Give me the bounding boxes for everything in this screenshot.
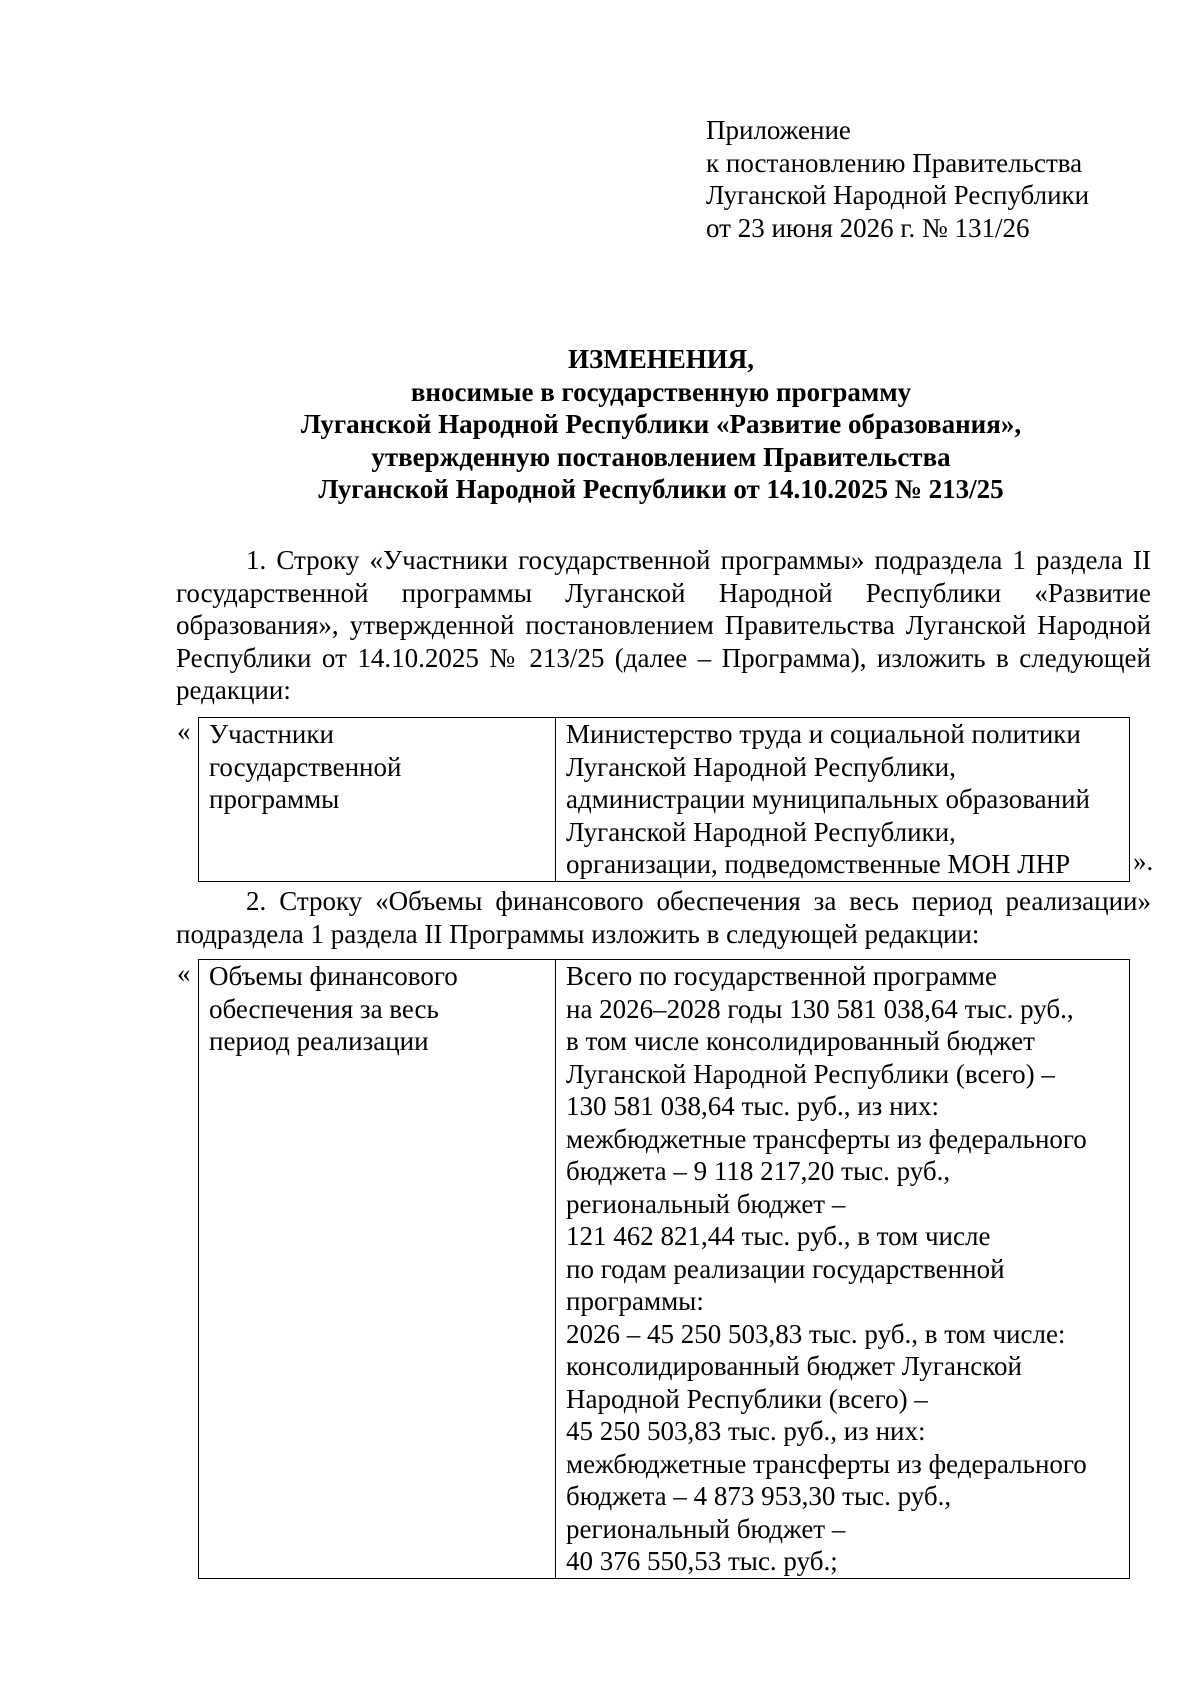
cell-line: организации, подведомственные МОН ЛНР	[566, 849, 1071, 879]
cell-line: Участники	[209, 719, 334, 749]
appendix-line: к постановлению Правительства	[706, 147, 1083, 178]
cell-line: 40 376 550,53 тыс. руб.;	[566, 1546, 838, 1576]
financing-value-cell	[556, 960, 1130, 1579]
appendix-header	[706, 114, 1176, 244]
cell-line: Народной Республики (всего) –	[566, 1383, 928, 1414]
cell-line: консолидированный бюджет Луганской	[566, 1351, 1022, 1381]
cell-line: обеспечения за весь	[209, 993, 439, 1024]
table-row	[199, 960, 1130, 1579]
title-line: вносимые в государственную программу	[410, 376, 912, 407]
cell-line: Объемы финансового	[209, 961, 458, 991]
paragraph-2	[176, 885, 1151, 950]
cell-line: программы:	[566, 1286, 704, 1316]
financing-table	[198, 959, 1130, 1579]
cell-line: 45 250 503,83 тыс. руб., из них:	[566, 1416, 926, 1446]
cell-line: на 2026–2028 годы 130 581 038,64 тыс. руб.,	[566, 993, 1074, 1024]
cell-line: Всего по государственной программе	[566, 961, 997, 991]
cell-line: Министерство труда и социальной политики	[566, 719, 1081, 749]
table-2-open-quote: «	[177, 958, 191, 988]
cell-line: в том числе консолидированный бюджет	[566, 1026, 1035, 1056]
cell-line: государственной	[209, 751, 402, 782]
cell-line: региональный бюджет –	[566, 1513, 846, 1544]
paragraph-1-text: 1. Строку «Участники государственной программы» подраздела 1 раздела II государственной программы Луганской Народной Республики «Развитие образования», утвержденной постановлением Правительства Луганской Народной Республики от 14.10.2025 № 213/25 (далее – Программа), изложить в следующей редакции:	[176, 545, 1151, 705]
cell-line: межбюджетные трансферты из федерального	[566, 1448, 1087, 1479]
appendix-line: Приложение	[706, 115, 851, 145]
cell-line: администрации муниципальных образований	[566, 784, 1090, 814]
table-1-close-quote: ».	[1133, 846, 1154, 876]
cell-line: региональный бюджет –	[566, 1188, 846, 1219]
title-line: Луганской Народной Республики «Развитие образования»,	[300, 409, 1022, 439]
participants-value-cell	[556, 718, 1130, 882]
cell-line: период реализации	[209, 1026, 429, 1056]
table-1-open-quote: «	[177, 716, 191, 746]
title-line: утвержденную постановлением Правительства	[371, 441, 951, 472]
cell-line: программы	[209, 784, 340, 814]
cell-line: Луганской Народной Республики (всего) –	[566, 1058, 1055, 1089]
table-row	[199, 718, 1130, 882]
appendix-line: Луганской Народной Республики	[706, 180, 1090, 210]
document-title	[176, 343, 1146, 506]
title-line: ИЗМЕНЕНИЯ,	[567, 344, 754, 374]
participants-table	[198, 717, 1130, 882]
cell-line: Луганской Народной Республики,	[566, 751, 956, 782]
cell-line: 121 462 821,44 тыс. руб., в том числе	[566, 1221, 991, 1251]
paragraph-2-text: 2. Строку «Объемы финансового обеспечения за весь период реализации» подраздела 1 раздела II Программы изложить в следующей редакции:	[176, 886, 1151, 949]
cell-line: Луганской Народной Республики,	[566, 816, 956, 847]
cell-line: бюджета – 9 118 217,20 тыс. руб.,	[566, 1156, 951, 1186]
cell-line: 130 581 038,64 тыс. руб., из них:	[566, 1091, 939, 1121]
cell-line: 2026 – 45 250 503,83 тыс. руб., в том числе:	[566, 1318, 1066, 1349]
cell-line: бюджета – 4 873 953,30 тыс. руб.,	[566, 1481, 952, 1511]
cell-line: межбюджетные трансферты из федерального	[566, 1123, 1087, 1154]
appendix-line: от 23 июня 2026 г. № 131/26	[706, 212, 1030, 243]
paragraph-1	[176, 544, 1151, 707]
financing-label-cell	[199, 960, 556, 1579]
participants-label-cell	[199, 718, 556, 882]
cell-line: по годам реализации государственной	[566, 1253, 1005, 1284]
title-line: Луганской Народной Республики от 14.10.2025 № 213/25	[318, 474, 1004, 504]
